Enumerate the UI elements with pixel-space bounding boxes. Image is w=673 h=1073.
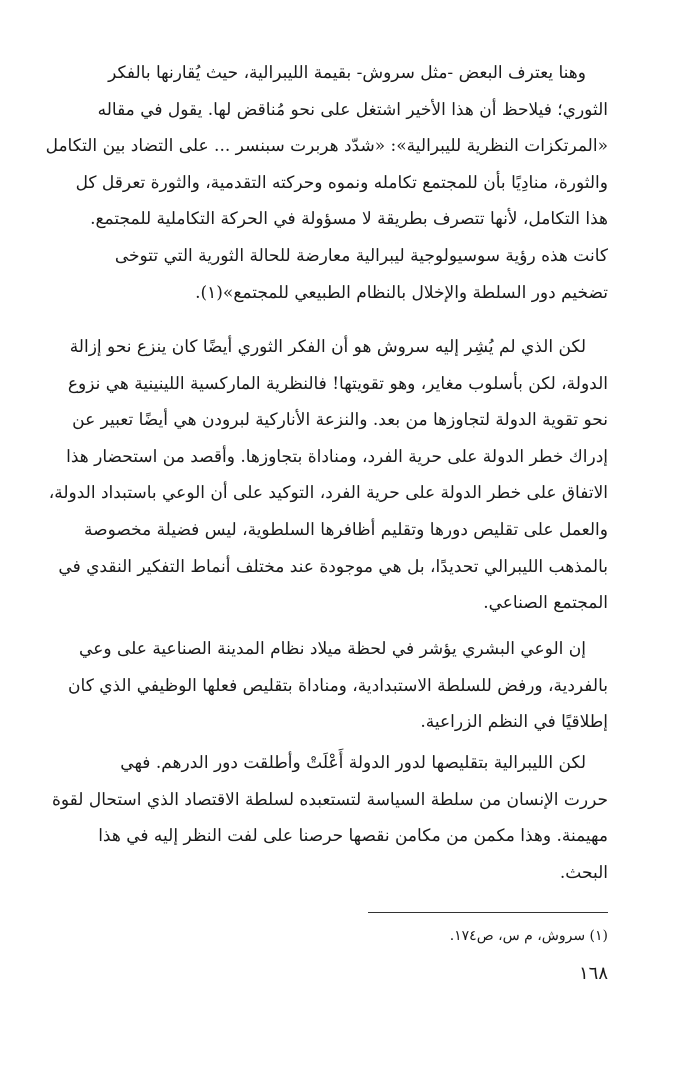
text-line: إن الوعي البشري يؤشر في لحظة ميلاد نظام المدينة الصناعية على وعي bbox=[79, 639, 586, 659]
text-line: والثورة، منادِيًا بأن للمجتمع تكامله ونموه وحركته التقدمية، والثورة تعرقل كل bbox=[75, 172, 608, 193]
footnote: (١) سروش، م س، ص١٧٤. bbox=[449, 928, 608, 944]
paragraph-soroush-liberalism bbox=[36, 55, 608, 311]
text-line: والعمل على تقليص دورها وتقليم أظافرها السلطوية، ليس فضيلة مخصوصة bbox=[84, 519, 608, 540]
text-line: إدراك خطر الدولة على حرية الفرد، ومناداة بتجاوزها. وأقصد من استحضار هذا bbox=[66, 446, 608, 467]
footnote-divider bbox=[368, 912, 608, 913]
text-line: لكن الذي لم يُشِر إليه سروش هو أن الفكر الثوري أيضًا كان ينزع نحو إزالة bbox=[69, 337, 586, 357]
text-line: كانت هذه رؤية سوسيولوجية ليبرالية معارضة للحالة الثورية التي تتوخى bbox=[114, 245, 608, 266]
text-line: الاتفاق على خطر الدولة على حرية الفرد، التوكيد على أن الوعي باستبداد الدولة، bbox=[48, 483, 608, 504]
page-number: ١٦٨ bbox=[578, 963, 608, 984]
text-line: تضخيم دور السلطة والإخلال بالنظام الطبيعي للمجتمع»(١). bbox=[195, 282, 608, 303]
paragraph-revolutionary-thought bbox=[36, 329, 608, 622]
text-line: البحث. bbox=[559, 862, 608, 883]
text-line: لكن الليبرالية بتقليصها لدور الدولة أَعْلَتْ وأطلقت دور الدرهم. فهي bbox=[120, 753, 586, 773]
text-line: هذا التكامل، لأنها تتصرف بطريقة لا مسؤولة في الحركة التكاملية للمجتمع. bbox=[90, 209, 608, 230]
text-line: بالفردية، ورفض للسلطة الاستبدادية، ومناداة بتقليص فعلها الوظيفي الذي كان bbox=[68, 675, 608, 696]
paragraph-industrial-consciousness bbox=[36, 631, 608, 741]
text-line: «المرتكزات النظرية لليبرالية»: «شدّد هربرت سبنسر ... على التضاد بين التكامل bbox=[45, 136, 608, 157]
text-line: بالمذهب الليبرالي تحديدًا، بل هي موجودة عند مختلف أنماط التفكير النقدي في bbox=[58, 556, 608, 577]
text-line: الثوري؛ فيلاحظ أن هذا الأخير اشتغل على نحو مُناقض لها. يقول في مقاله bbox=[97, 99, 608, 120]
text-line: حررت الإنسان من سلطة السياسة لتستعبده لسلطة الاقتصاد الذي استحال لقوة bbox=[51, 789, 608, 810]
text-line: إطلاقيًا في النظم الزراعية. bbox=[420, 712, 608, 733]
text-line: الدولة، لكن بأسلوب مغاير، وهو تقويتها! فالنظرية الماركسية اللينينية هي نزوع bbox=[67, 373, 608, 394]
text-line: المجتمع الصناعي. bbox=[483, 593, 608, 614]
text-line: نحو تقوية الدولة لتجاوزها من بعد. والنزعة الأناركية لبرودن هي أيضًا تعبير عن bbox=[72, 410, 608, 431]
text-line: وهنا يعترف البعض -مثل سروش- بقيمة الليبرالية، حيث يُقارنها بالفكر bbox=[108, 63, 586, 83]
paragraph-liberalism-critique bbox=[36, 745, 608, 891]
text-line: مهيمنة. وهذا مكمن من مكامن نقصها حرصنا على لفت النظر إليه في هذا bbox=[98, 826, 608, 847]
